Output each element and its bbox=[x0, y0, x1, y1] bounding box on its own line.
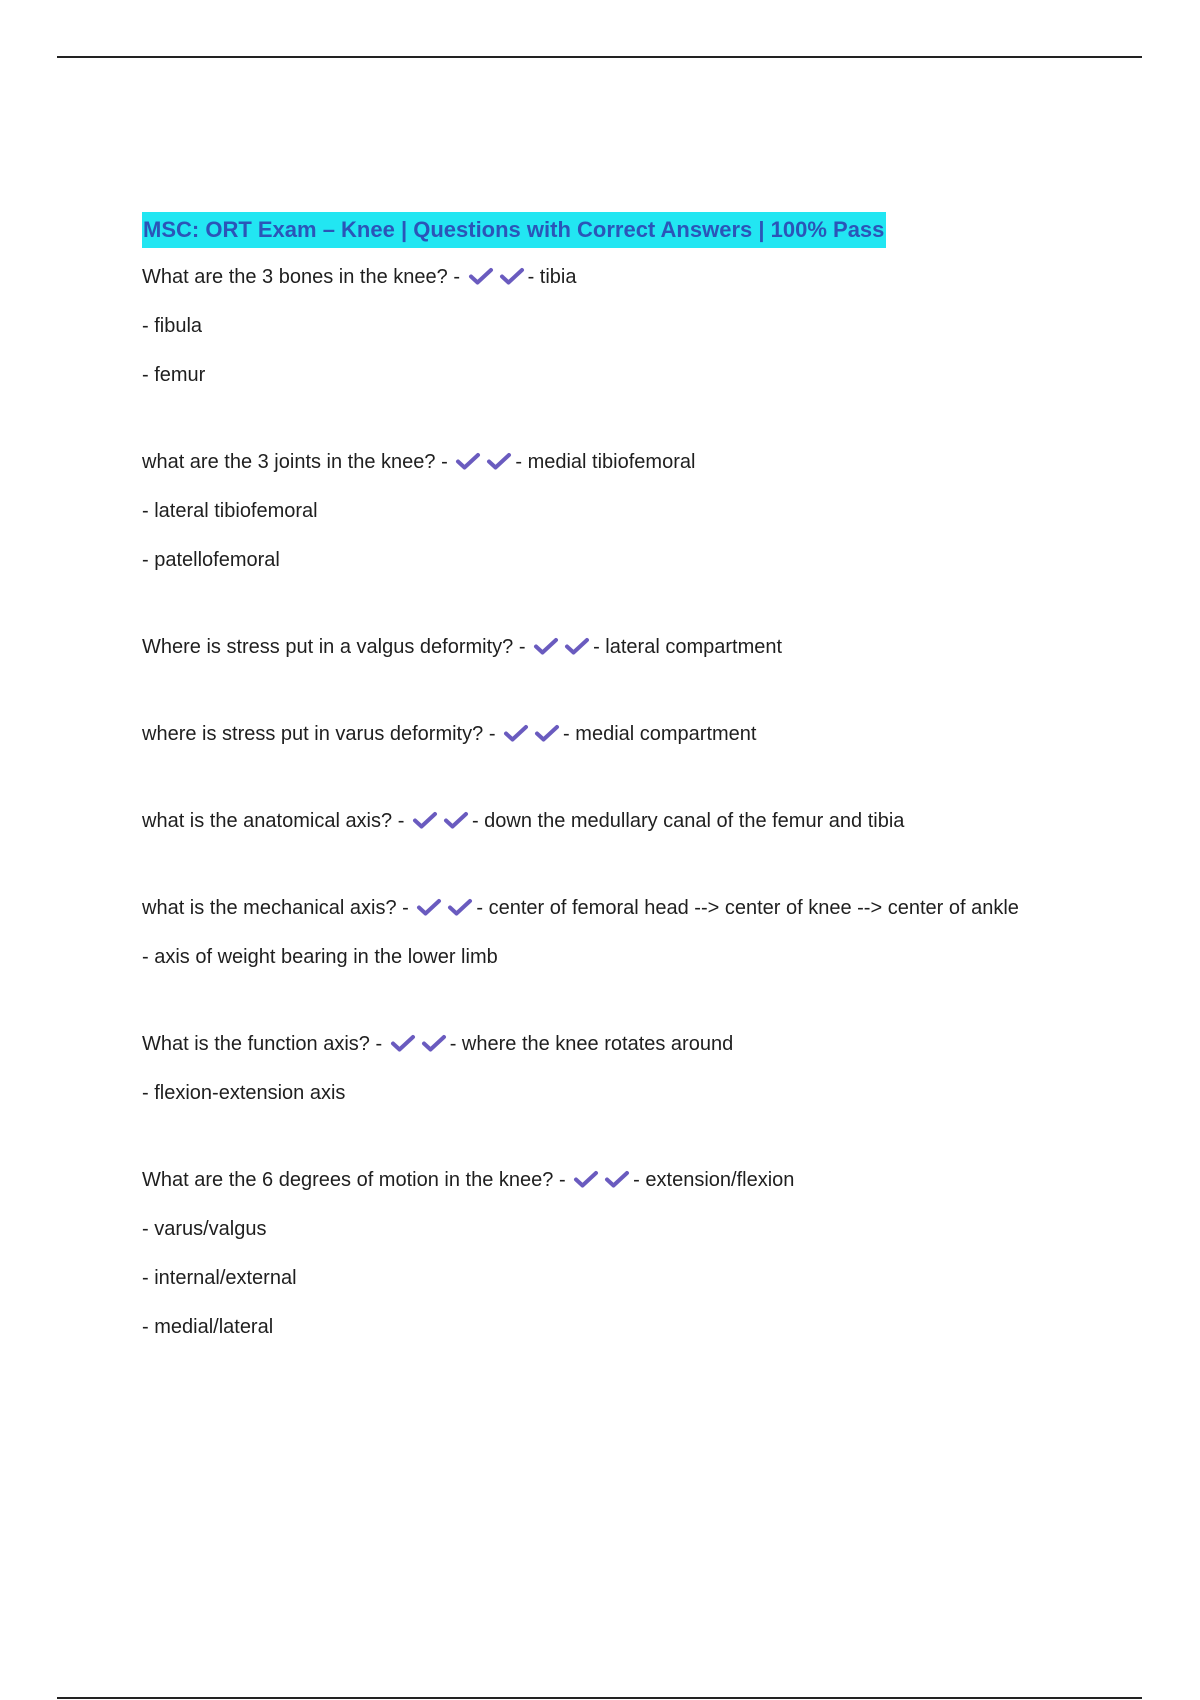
separator-dash: - bbox=[449, 1033, 457, 1055]
answer-text: extension/flexion bbox=[645, 1169, 795, 1191]
question-line bbox=[142, 891, 1042, 925]
checkmark-icon bbox=[416, 898, 442, 916]
qa-item bbox=[142, 445, 1042, 577]
separator-dash: - bbox=[563, 723, 570, 745]
separator-dash: - bbox=[633, 1169, 640, 1191]
question-text: what is the anatomical axis? bbox=[142, 810, 393, 832]
separator-dash: - bbox=[593, 636, 600, 658]
question-text: Where is stress put in a valgus deformity? bbox=[142, 636, 514, 658]
checkmark-icon bbox=[534, 724, 560, 742]
answer-text: tibia bbox=[539, 266, 577, 288]
qa-list bbox=[142, 260, 1042, 1344]
separator-dash: - bbox=[397, 810, 405, 832]
qa-item bbox=[142, 1027, 1042, 1110]
answer-line: - lateral tibiofemoral bbox=[142, 500, 318, 522]
qa-item bbox=[142, 804, 1042, 838]
answer-text: lateral compartment bbox=[605, 636, 783, 658]
separator-dash: - bbox=[471, 810, 479, 832]
qa-item bbox=[142, 1163, 1042, 1344]
header-rule bbox=[57, 56, 1142, 58]
checkmark-icon bbox=[455, 452, 481, 470]
footer-rule bbox=[57, 1697, 1142, 1699]
qa-item bbox=[142, 260, 1042, 392]
question-line bbox=[142, 804, 1042, 838]
question-text: where is stress put in varus deformity? bbox=[142, 723, 484, 745]
question-line bbox=[142, 260, 1042, 294]
checkmark-icon bbox=[573, 1170, 599, 1188]
question-text: what are the 3 joints in the knee? bbox=[142, 451, 436, 473]
checkmark-icon bbox=[486, 452, 512, 470]
question-text: What are the 3 bones in the knee? bbox=[142, 266, 448, 288]
checkmark-icon bbox=[604, 1170, 630, 1188]
answer-text: center of femoral head --> center of knee --> center of ankle bbox=[488, 897, 1019, 919]
qa-item bbox=[142, 717, 1042, 751]
answer-line: - fibula bbox=[142, 315, 203, 337]
document-body bbox=[142, 212, 1042, 1397]
checkmark-icon bbox=[499, 267, 525, 285]
checkmark-icon bbox=[390, 1034, 416, 1052]
question-text: What are the 6 degrees of motion in the knee? bbox=[142, 1169, 554, 1191]
separator-dash: - bbox=[515, 451, 522, 473]
answer-text: medial tibiofemoral bbox=[527, 451, 696, 473]
question-line bbox=[142, 1163, 1042, 1197]
question-line bbox=[142, 630, 1042, 664]
separator-dash: - bbox=[488, 723, 496, 745]
answer-line: - internal/external bbox=[142, 1267, 297, 1289]
separator-dash: - bbox=[558, 1169, 566, 1191]
checkmark-icon bbox=[443, 811, 469, 829]
checkmark-icon bbox=[564, 637, 590, 655]
answer-line: - medial/lateral bbox=[142, 1316, 274, 1338]
answer-line: - varus/valgus bbox=[142, 1218, 267, 1240]
qa-item bbox=[142, 891, 1042, 974]
answer-text: medial compartment bbox=[575, 723, 757, 745]
separator-dash: - bbox=[527, 266, 535, 288]
question-line bbox=[142, 717, 1042, 751]
question-text: What is the function axis? bbox=[142, 1033, 370, 1055]
checkmark-icon bbox=[421, 1034, 447, 1052]
answer-line: - flexion-extension axis bbox=[142, 1082, 346, 1104]
question-line bbox=[142, 1027, 1042, 1061]
checkmark-icon bbox=[503, 724, 529, 742]
answer-text: where the knee rotates around bbox=[461, 1033, 734, 1055]
answer-line: - patellofemoral bbox=[142, 549, 280, 571]
separator-dash: - bbox=[441, 451, 448, 473]
separator-dash: - bbox=[476, 897, 484, 919]
question-line bbox=[142, 445, 1042, 479]
question-text: what is the mechanical axis? bbox=[142, 897, 397, 919]
separator-dash: - bbox=[402, 897, 409, 919]
checkmark-icon bbox=[468, 267, 494, 285]
separator-dash: - bbox=[518, 636, 526, 658]
separator-dash: - bbox=[375, 1033, 383, 1055]
checkmark-icon bbox=[533, 637, 559, 655]
checkmark-icon bbox=[447, 898, 473, 916]
separator-dash: - bbox=[453, 266, 460, 288]
document-title: MSC: ORT Exam – Knee | Questions with Correct Answers | 100% Pass bbox=[142, 212, 886, 248]
answer-line: - axis of weight bearing in the lower limb bbox=[142, 946, 498, 968]
qa-item bbox=[142, 630, 1042, 664]
answer-line: - femur bbox=[142, 364, 206, 386]
checkmark-icon bbox=[412, 811, 438, 829]
answer-text: down the medullary canal of the femur and tibia bbox=[484, 810, 905, 832]
